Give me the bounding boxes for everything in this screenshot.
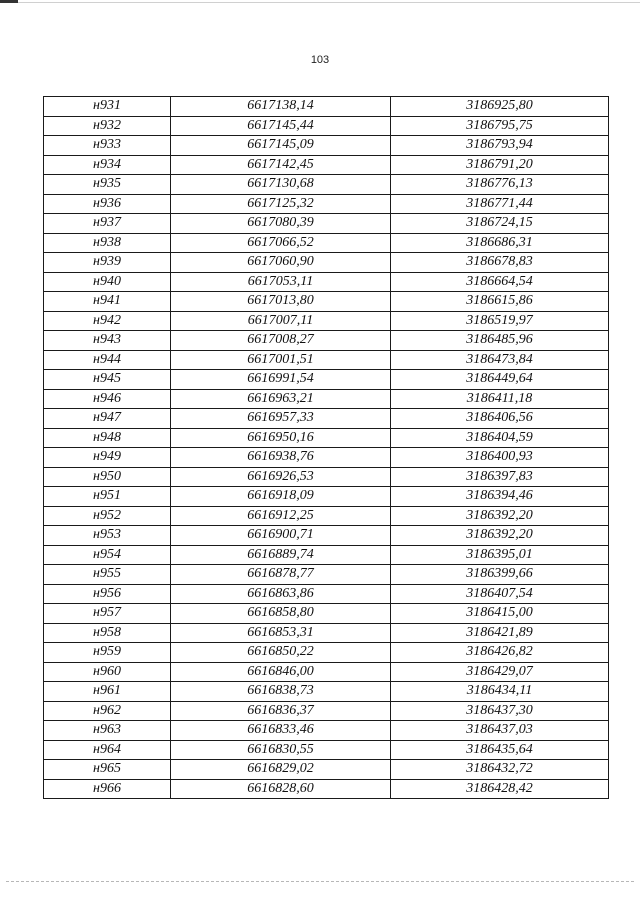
- y-coordinate-cell: 3186437,30: [391, 701, 609, 721]
- table-row: [44, 428, 609, 448]
- y-coordinate-cell: 3186793,94: [391, 136, 609, 156]
- point-cell: н945: [44, 370, 171, 390]
- point-cell: н964: [44, 740, 171, 760]
- y-coordinate-cell: 3186399,66: [391, 565, 609, 585]
- point-cell: н954: [44, 545, 171, 565]
- table-row: [44, 740, 609, 760]
- table-row: [44, 272, 609, 292]
- point-cell: н952: [44, 506, 171, 526]
- x-coordinate-cell: 6616912,25: [171, 506, 391, 526]
- point-cell: н948: [44, 428, 171, 448]
- table-row: [44, 545, 609, 565]
- x-coordinate-cell: 6616900,71: [171, 526, 391, 546]
- point-cell: н944: [44, 350, 171, 370]
- y-coordinate-cell: 3186411,18: [391, 389, 609, 409]
- x-coordinate-cell: 6616838,73: [171, 682, 391, 702]
- point-cell: н962: [44, 701, 171, 721]
- table-row: [44, 584, 609, 604]
- table-row: [44, 214, 609, 234]
- point-cell: н934: [44, 155, 171, 175]
- x-coordinate-cell: 6616926,53: [171, 467, 391, 487]
- table-row: [44, 155, 609, 175]
- point-cell: н959: [44, 643, 171, 663]
- point-cell: н955: [44, 565, 171, 585]
- y-coordinate-cell: 3186421,89: [391, 623, 609, 643]
- table-row: [44, 701, 609, 721]
- point-cell: н949: [44, 448, 171, 468]
- point-cell: н933: [44, 136, 171, 156]
- x-coordinate-cell: 6617066,52: [171, 233, 391, 253]
- x-coordinate-cell: 6617080,39: [171, 214, 391, 234]
- point-cell: н963: [44, 721, 171, 741]
- point-cell: н965: [44, 760, 171, 780]
- y-coordinate-cell: 3186426,82: [391, 643, 609, 663]
- y-coordinate-cell: 3186473,84: [391, 350, 609, 370]
- table-row: [44, 194, 609, 214]
- point-cell: н931: [44, 97, 171, 117]
- x-coordinate-cell: 6616850,22: [171, 643, 391, 663]
- y-coordinate-cell: 3186724,15: [391, 214, 609, 234]
- table-row: [44, 292, 609, 312]
- table-row: [44, 389, 609, 409]
- y-coordinate-cell: 3186406,56: [391, 409, 609, 429]
- y-coordinate-cell: 3186791,20: [391, 155, 609, 175]
- table-row: [44, 682, 609, 702]
- point-cell: н932: [44, 116, 171, 136]
- scan-corner-mark: [0, 0, 18, 3]
- point-cell: н950: [44, 467, 171, 487]
- x-coordinate-cell: 6617145,09: [171, 136, 391, 156]
- y-coordinate-cell: 3186404,59: [391, 428, 609, 448]
- x-coordinate-cell: 6616918,09: [171, 487, 391, 507]
- x-coordinate-cell: 6617053,11: [171, 272, 391, 292]
- table-row: [44, 370, 609, 390]
- point-cell: н938: [44, 233, 171, 253]
- table-row: [44, 350, 609, 370]
- table-row: [44, 253, 609, 273]
- x-coordinate-cell: 6617001,51: [171, 350, 391, 370]
- y-coordinate-cell: 3186434,11: [391, 682, 609, 702]
- table-row: [44, 331, 609, 351]
- point-cell: н966: [44, 779, 171, 799]
- point-cell: н957: [44, 604, 171, 624]
- x-coordinate-cell: 6616828,60: [171, 779, 391, 799]
- point-cell: н940: [44, 272, 171, 292]
- point-cell: н953: [44, 526, 171, 546]
- y-coordinate-cell: 3186437,03: [391, 721, 609, 741]
- y-coordinate-cell: 3186776,13: [391, 175, 609, 195]
- scan-edge-line: [0, 2, 640, 3]
- x-coordinate-cell: 6616889,74: [171, 545, 391, 565]
- coordinates-table: [43, 96, 609, 799]
- point-cell: н956: [44, 584, 171, 604]
- table-row: [44, 604, 609, 624]
- x-coordinate-cell: 6616836,37: [171, 701, 391, 721]
- y-coordinate-cell: 3186394,46: [391, 487, 609, 507]
- coordinates-table-body: [44, 97, 609, 799]
- x-coordinate-cell: 6616853,31: [171, 623, 391, 643]
- x-coordinate-cell: 6617013,80: [171, 292, 391, 312]
- x-coordinate-cell: 6616878,77: [171, 565, 391, 585]
- y-coordinate-cell: 3186429,07: [391, 662, 609, 682]
- point-cell: н960: [44, 662, 171, 682]
- table-row: [44, 623, 609, 643]
- page-number: 103: [310, 54, 330, 66]
- y-coordinate-cell: 3186678,83: [391, 253, 609, 273]
- x-coordinate-cell: 6616829,02: [171, 760, 391, 780]
- x-coordinate-cell: 6616833,46: [171, 721, 391, 741]
- x-coordinate-cell: 6617142,45: [171, 155, 391, 175]
- y-coordinate-cell: 3186519,97: [391, 311, 609, 331]
- x-coordinate-cell: 6617007,11: [171, 311, 391, 331]
- point-cell: н947: [44, 409, 171, 429]
- table-row: [44, 662, 609, 682]
- x-coordinate-cell: 6616830,55: [171, 740, 391, 760]
- x-coordinate-cell: 6616957,33: [171, 409, 391, 429]
- x-coordinate-cell: 6616991,54: [171, 370, 391, 390]
- point-cell: н939: [44, 253, 171, 273]
- x-coordinate-cell: 6617130,68: [171, 175, 391, 195]
- x-coordinate-cell: 6617125,32: [171, 194, 391, 214]
- table-row: [44, 779, 609, 799]
- table-row: [44, 175, 609, 195]
- scan-bottom-noise: [6, 881, 634, 884]
- table-row: [44, 487, 609, 507]
- point-cell: н961: [44, 682, 171, 702]
- table-row: [44, 643, 609, 663]
- y-coordinate-cell: 3186392,20: [391, 526, 609, 546]
- table-row: [44, 721, 609, 741]
- x-coordinate-cell: 6617145,44: [171, 116, 391, 136]
- x-coordinate-cell: 6616950,16: [171, 428, 391, 448]
- point-cell: н937: [44, 214, 171, 234]
- x-coordinate-cell: 6617138,14: [171, 97, 391, 117]
- y-coordinate-cell: 3186415,00: [391, 604, 609, 624]
- y-coordinate-cell: 3186485,96: [391, 331, 609, 351]
- x-coordinate-cell: 6616963,21: [171, 389, 391, 409]
- point-cell: н951: [44, 487, 171, 507]
- y-coordinate-cell: 3186771,44: [391, 194, 609, 214]
- x-coordinate-cell: 6616863,86: [171, 584, 391, 604]
- point-cell: н943: [44, 331, 171, 351]
- point-cell: н935: [44, 175, 171, 195]
- y-coordinate-cell: 3186397,83: [391, 467, 609, 487]
- y-coordinate-cell: 3186664,54: [391, 272, 609, 292]
- point-cell: н936: [44, 194, 171, 214]
- table-row: [44, 97, 609, 117]
- y-coordinate-cell: 3186392,20: [391, 506, 609, 526]
- y-coordinate-cell: 3186400,93: [391, 448, 609, 468]
- point-cell: н946: [44, 389, 171, 409]
- table-row: [44, 448, 609, 468]
- x-coordinate-cell: 6617060,90: [171, 253, 391, 273]
- table-row: [44, 565, 609, 585]
- table-row: [44, 409, 609, 429]
- y-coordinate-cell: 3186615,86: [391, 292, 609, 312]
- x-coordinate-cell: 6616846,00: [171, 662, 391, 682]
- y-coordinate-cell: 3186795,75: [391, 116, 609, 136]
- x-coordinate-cell: 6617008,27: [171, 331, 391, 351]
- table-row: [44, 233, 609, 253]
- table-row: [44, 467, 609, 487]
- table-row: [44, 526, 609, 546]
- point-cell: н942: [44, 311, 171, 331]
- y-coordinate-cell: 3186925,80: [391, 97, 609, 117]
- table-row: [44, 506, 609, 526]
- point-cell: н941: [44, 292, 171, 312]
- y-coordinate-cell: 3186428,42: [391, 779, 609, 799]
- point-cell: н958: [44, 623, 171, 643]
- table-row: [44, 311, 609, 331]
- x-coordinate-cell: 6616858,80: [171, 604, 391, 624]
- y-coordinate-cell: 3186449,64: [391, 370, 609, 390]
- x-coordinate-cell: 6616938,76: [171, 448, 391, 468]
- table-row: [44, 760, 609, 780]
- table-row: [44, 136, 609, 156]
- table-row: [44, 116, 609, 136]
- y-coordinate-cell: 3186395,01: [391, 545, 609, 565]
- y-coordinate-cell: 3186435,64: [391, 740, 609, 760]
- y-coordinate-cell: 3186407,54: [391, 584, 609, 604]
- y-coordinate-cell: 3186432,72: [391, 760, 609, 780]
- y-coordinate-cell: 3186686,31: [391, 233, 609, 253]
